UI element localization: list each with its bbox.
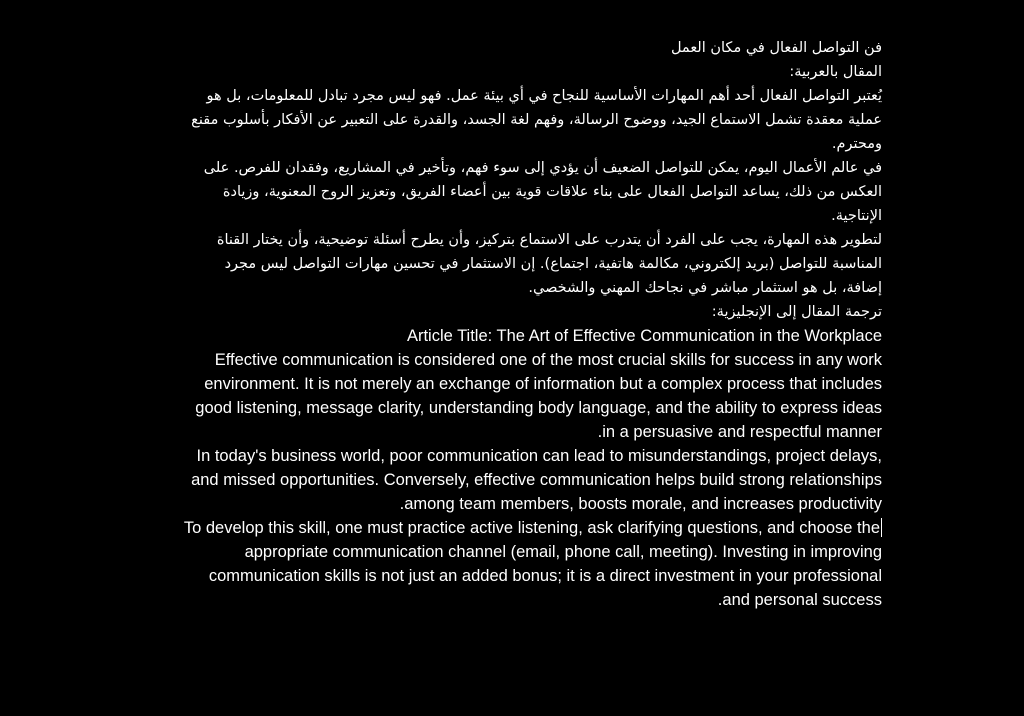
arabic-paragraph: في عالم الأعمال اليوم، يمكن للتواصل الضعيف أن يؤدي إلى سوء فهم، وتأخير في المشاريع، وفقدان للفرص. على العكس من ذلك، يساعد التواصل الفعال على بناء علاقات قوية بين أعضاء الفريق، وتعزيز الروح المعنوية، وزيادة الإنتاجية. — [203, 160, 882, 224]
text-cursor — [881, 518, 882, 537]
english-paragraph-text: To develop this skill, one must practice active listening, ask clarifying questions, and choose the appropriate communication channel (email, phone call, meeting). Investing in improving communication skills is not just an added bonus; it is a direct investment in your professional and personal success. — [183, 519, 882, 609]
english-paragraph: In today's business world, poor communication can lead to misunderstandings, project delays, and missed opportunities. Conversely, effective communication helps build strong relationships among team members, boosts morale, and increases productivity. — [191, 447, 882, 513]
english-title: Article Title: The Art of Effective Communication in the Workplace — [406, 327, 882, 345]
translation-heading: ترجمة المقال إلى الإنجليزية: — [711, 304, 882, 320]
english-paragraph-last — [182, 516, 882, 612]
arabic-title: فن التواصل الفعال في مكان العمل — [670, 40, 882, 56]
document-editor[interactable] — [182, 36, 882, 612]
arabic-heading: المقال بالعربية: — [789, 64, 882, 80]
english-paragraph: Effective communication is considered one of the most crucial skills for success in any work environment. It is not merely an exchange of information but a complex process that includes good listening, message clarity, understanding body language, and the ability to express ideas in a persuasive and respectful manner. — [195, 351, 882, 441]
arabic-paragraph: يُعتبر التواصل الفعال أحد أهم المهارات الأساسية للنجاح في أي بيئة عمل. فهو ليس مجرد تبادل للمعلومات، بل هو عملية معقدة تشمل الاستماع الجيد، ووضوح الرسالة، وفهم لغة الجسد، والقدرة على التعبير عن الأفكار بأسلوب مقنع ومحترم. — [191, 88, 882, 152]
arabic-paragraph: لتطوير هذه المهارة، يجب على الفرد أن يتدرب على الاستماع بتركيز، وأن يطرح أسئلة توضيحية، وأن يختار القناة المناسبة للتواصل (بريد إلكتروني، مكالمة هاتفية، اجتماع). إن الاستثمار في تحسين مهارات التواصل ليس مجرد إضافة، بل هو استثمار مباشر في نجاحك المهني والشخصي. — [216, 232, 882, 296]
